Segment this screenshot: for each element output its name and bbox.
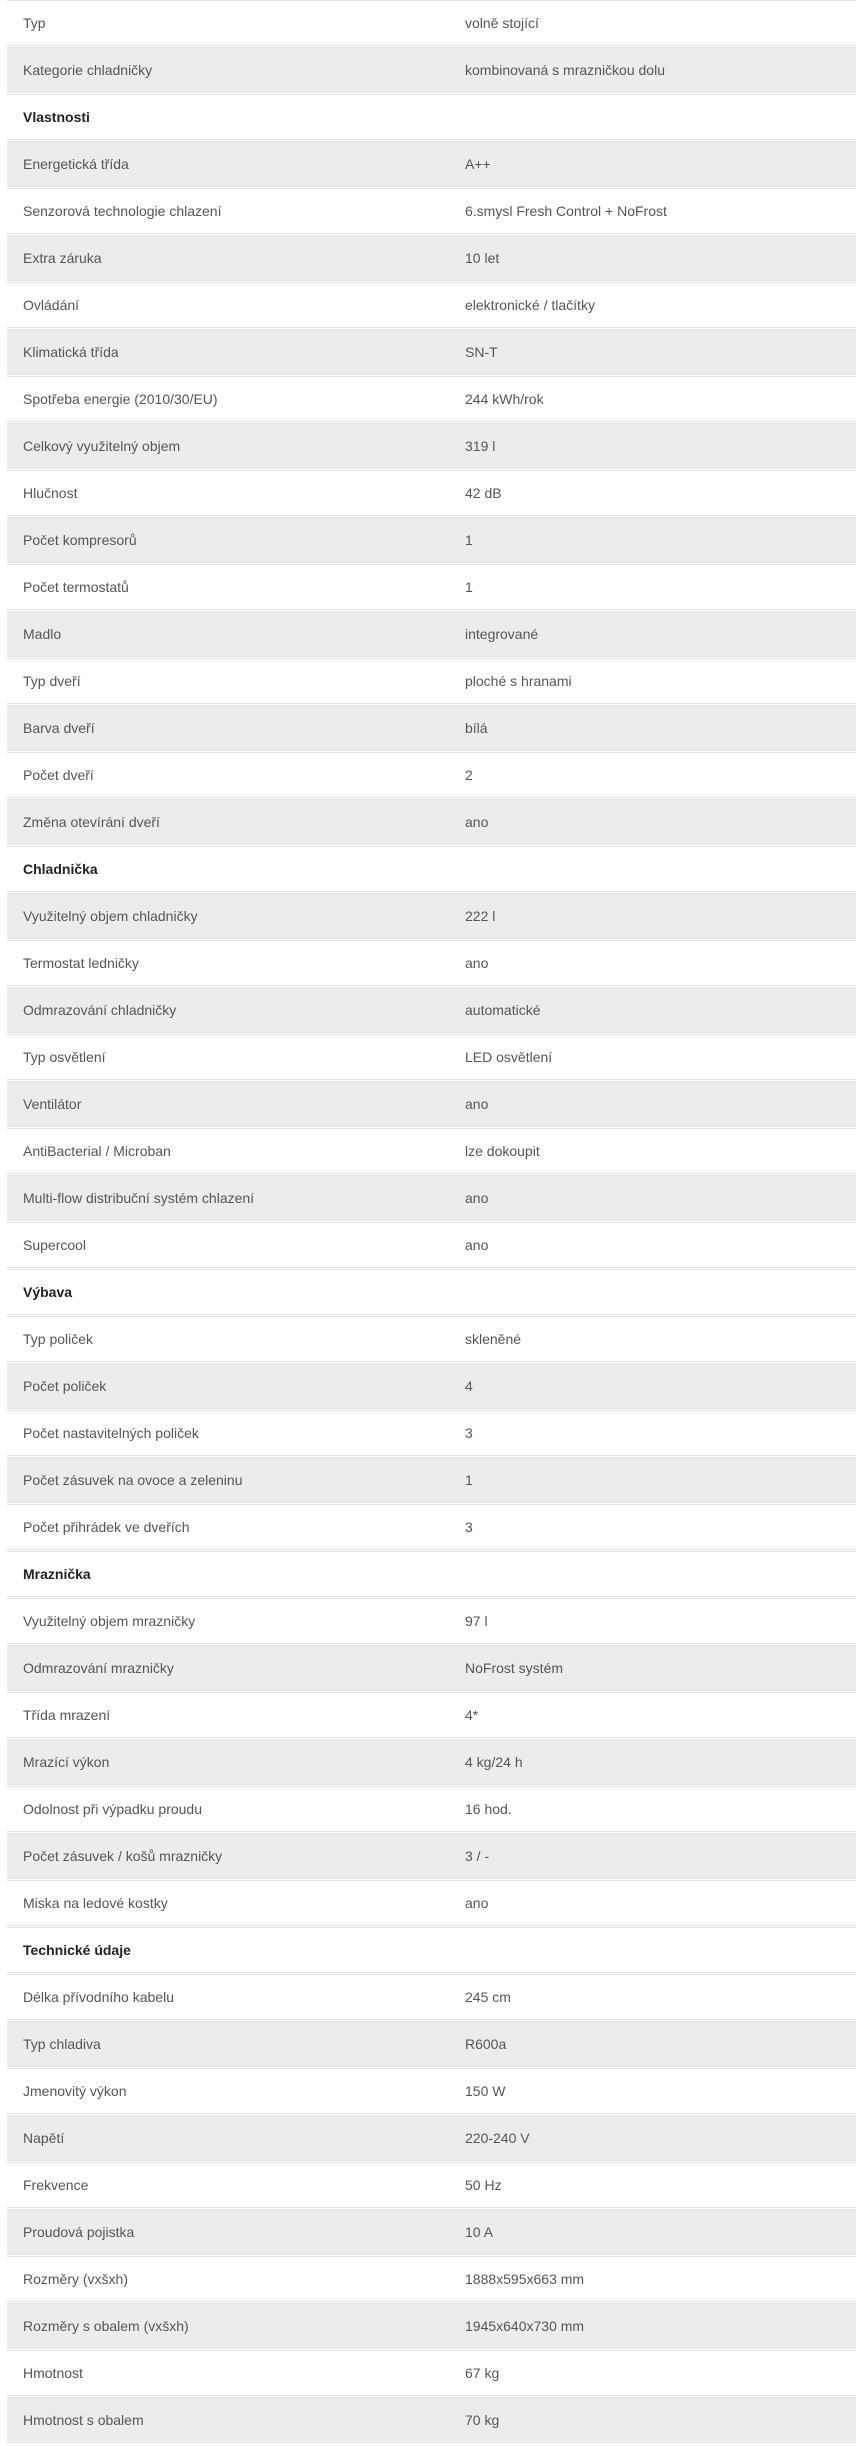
spec-label: Počet nastavitelných poliček [23, 1425, 199, 1441]
spec-label: Hmotnost s obalem [23, 2412, 144, 2428]
spec-label: Typ dveří [23, 673, 81, 689]
spec-value: 3 / - [465, 1848, 490, 1864]
spec-value: kombinovaná s mrazničkou dolu [465, 62, 665, 78]
spec-value: ano [465, 955, 489, 971]
spec-row [7, 1880, 856, 1926]
spec-row [7, 2021, 856, 2067]
spec-row [7, 705, 856, 751]
spec-row [7, 1410, 856, 1456]
spec-label: Ovládání [23, 297, 80, 313]
spec-row [7, 1363, 856, 1409]
spec-label: Typ chladiva [23, 2036, 101, 2052]
spec-value: 10 A [465, 2224, 494, 2240]
spec-value: 1 [465, 1472, 473, 1488]
spec-row [7, 752, 856, 798]
spec-row [7, 0, 856, 46]
spec-value: A++ [465, 156, 491, 172]
spec-row [7, 2209, 856, 2255]
spec-label: Frekvence [23, 2177, 89, 2193]
spec-label: Rozměry s obalem (vxšxh) [23, 2318, 189, 2334]
spec-row [7, 564, 856, 610]
spec-row [7, 1692, 856, 1738]
spec-value: 97 l [465, 1613, 488, 1629]
spec-label: AntiBacterial / Microban [23, 1143, 171, 1159]
spec-label: Mrazící výkon [23, 1754, 110, 1770]
spec-label: Počet poliček [23, 1378, 107, 1394]
section-heading [7, 1269, 856, 1315]
spec-label: Typ osvětlení [23, 1049, 106, 1065]
spec-label: Klimatická třída [23, 344, 119, 360]
spec-row [7, 1316, 856, 1362]
spec-value: 220-240 V [465, 2130, 530, 2146]
spec-label: Senzorová technologie chlazení [23, 203, 222, 219]
spec-row [7, 2068, 856, 2114]
spec-value: automatické [465, 1002, 541, 1018]
spec-label: Počet kompresorů [23, 532, 137, 548]
spec-row [7, 141, 856, 187]
spec-label: Hmotnost [23, 2365, 83, 2381]
spec-row [7, 2162, 856, 2208]
spec-label: Využitelný objem mrazničky [23, 1613, 196, 1629]
section-heading [7, 94, 856, 140]
spec-value: SN-T [465, 344, 498, 360]
spec-label: Počet zásuvek / košů mrazničky [23, 1848, 223, 1864]
spec-value: 6.smysl Fresh Control + NoFrost [465, 203, 667, 219]
spec-row [7, 517, 856, 563]
spec-label: Počet zásuvek na ovoce a zeleninu [23, 1472, 243, 1488]
spec-label: Kategorie chladničky [23, 62, 153, 78]
spec-label: Využitelný objem chladničky [23, 908, 198, 924]
spec-label: Počet dveří [23, 767, 94, 783]
spec-label: Energetická třída [23, 156, 129, 172]
spec-row [7, 47, 856, 93]
spec-row [7, 1833, 856, 1879]
spec-row [7, 2350, 856, 2396]
spec-row [7, 1739, 856, 1785]
spec-value: ano [465, 1237, 489, 1253]
spec-value: 50 Hz [465, 2177, 502, 2193]
spec-row [7, 940, 856, 986]
spec-label: Madlo [23, 626, 62, 642]
spec-value: 3 [465, 1519, 473, 1535]
spec-row [7, 1457, 856, 1503]
spec-value: ano [465, 1895, 489, 1911]
spec-row [7, 1081, 856, 1127]
spec-label: Počet termostatů [23, 579, 129, 595]
spec-label: Odmrazování chladničky [23, 1002, 177, 1018]
spec-value: volně stojící [465, 15, 539, 31]
spec-value: 244 kWh/rok [465, 391, 544, 407]
spec-label: Napětí [23, 2130, 65, 2146]
section-heading-label: Výbava [23, 1284, 73, 1300]
spec-value: ano [465, 1190, 489, 1206]
spec-row [7, 1128, 856, 1174]
spec-row [7, 1786, 856, 1832]
spec-label: Celkový využitelný objem [23, 438, 181, 454]
spec-value: 1888x595x663 mm [465, 2271, 585, 2287]
spec-label: Třída mrazení [23, 1707, 111, 1723]
spec-row [7, 1175, 856, 1221]
section-heading [7, 846, 856, 892]
spec-value: integrované [465, 626, 539, 642]
spec-value: NoFrost systém [465, 1660, 564, 1676]
spec-row [7, 282, 856, 328]
spec-value: ano [465, 814, 489, 830]
spec-label: Multi-flow distribuční systém chlazení [23, 1190, 255, 1206]
spec-value: 319 l [465, 438, 496, 454]
spec-row [7, 423, 856, 469]
section-heading-label: Chladnička [23, 861, 98, 877]
spec-value: 4 [465, 1378, 473, 1394]
spec-row [7, 1974, 856, 2020]
spec-label: Počet přihrádek ve dveřích [23, 1519, 190, 1535]
spec-label: Barva dveří [23, 720, 95, 736]
spec-label: Termostat ledničky [23, 955, 139, 971]
spec-value: 222 l [465, 908, 496, 924]
spec-value: R600a [465, 2036, 507, 2052]
section-heading-label: Mraznička [23, 1566, 91, 1582]
spec-label: Délka přívodního kabelu [23, 1989, 174, 2005]
spec-value: 2 [465, 767, 473, 783]
spec-row [7, 1222, 856, 1268]
spec-row [7, 376, 856, 422]
spec-label: Změna otevírání dveří [23, 814, 160, 830]
spec-value: 67 kg [465, 2365, 500, 2381]
spec-label: Typ [23, 15, 46, 31]
spec-label: Typ poliček [23, 1331, 94, 1347]
spec-value: 70 kg [465, 2412, 500, 2428]
spec-value: 1945x640x730 mm [465, 2318, 585, 2334]
spec-label: Hlučnost [23, 485, 78, 501]
spec-row [7, 2256, 856, 2302]
spec-value: skleněné [465, 1331, 522, 1347]
spec-row [7, 1034, 856, 1080]
spec-label: Miska na ledové kostky [23, 1895, 168, 1911]
spec-row [7, 1598, 856, 1644]
spec-value: 10 let [465, 250, 500, 266]
spec-value: 245 cm [465, 1989, 511, 2005]
spec-row [7, 893, 856, 939]
spec-value: 150 W [465, 2083, 506, 2099]
spec-label: Odmrazování mrazničky [23, 1660, 174, 1676]
spec-row [7, 799, 856, 845]
spec-value: ploché s hranami [465, 673, 572, 689]
section-heading-label: Technické údaje [23, 1942, 131, 1958]
spec-row [7, 987, 856, 1033]
spec-row [7, 1645, 856, 1691]
spec-label: Extra záruka [23, 250, 102, 266]
spec-value: LED osvětlení [465, 1049, 553, 1065]
spec-value: ano [465, 1096, 489, 1112]
spec-value: 1 [465, 579, 473, 595]
spec-value: 42 dB [465, 485, 502, 501]
spec-row [7, 2397, 856, 2443]
spec-label: Odolnost při výpadku proudu [23, 1801, 202, 1817]
spec-value: bílá [465, 720, 488, 736]
spec-row [7, 470, 856, 516]
spec-row [7, 2115, 856, 2161]
section-heading [7, 1551, 856, 1597]
spec-row [7, 2303, 856, 2349]
spec-row [7, 235, 856, 281]
spec-table [7, 0, 856, 2444]
spec-label: Supercool [23, 1237, 87, 1253]
spec-row [7, 1504, 856, 1550]
spec-row [7, 658, 856, 704]
spec-row [7, 329, 856, 375]
spec-label: Rozměry (vxšxh) [23, 2271, 129, 2287]
spec-label: Proudová pojistka [23, 2224, 135, 2240]
spec-label: Spotřeba energie (2010/30/EU) [23, 391, 218, 407]
spec-value: 3 [465, 1425, 473, 1441]
spec-value: 4 kg/24 h [465, 1754, 523, 1770]
spec-value: lze dokoupit [465, 1143, 540, 1159]
section-heading [7, 1927, 856, 1973]
spec-label: Ventilátor [23, 1096, 82, 1112]
spec-label: Jmenovitý výkon [23, 2083, 127, 2099]
spec-value: 16 hod. [465, 1801, 512, 1817]
spec-row [7, 188, 856, 234]
section-heading-label: Vlastnosti [23, 109, 90, 125]
spec-value: 4* [465, 1707, 479, 1723]
spec-row [7, 611, 856, 657]
spec-value: elektronické / tlačítky [465, 297, 595, 313]
spec-value: 1 [465, 532, 473, 548]
